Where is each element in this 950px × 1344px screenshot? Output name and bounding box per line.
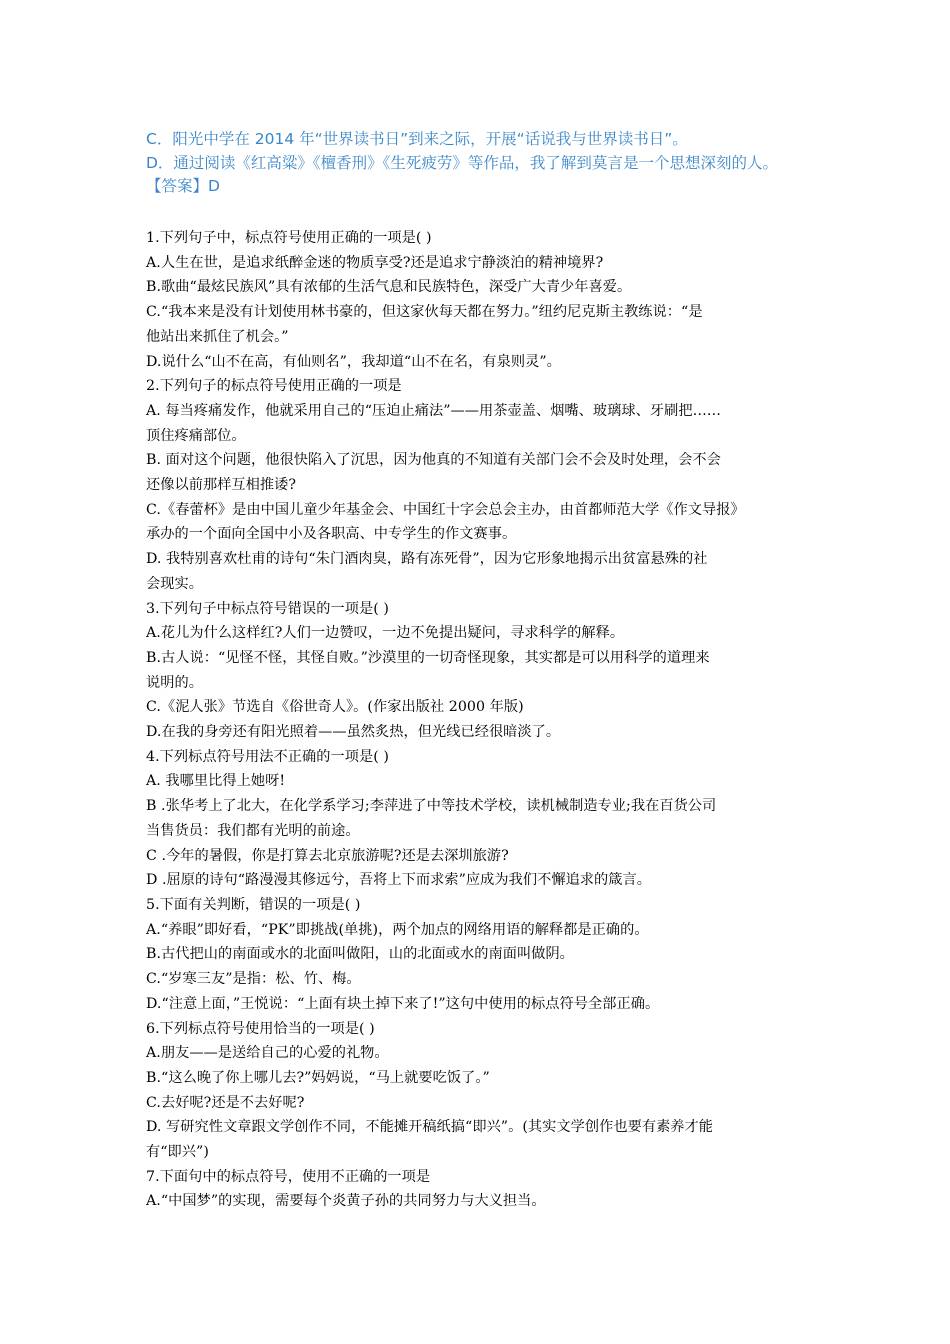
question-1-option-a: A.人生在世，是追求纸醉金迷的物质享受?还是追求宁静淡泊的精神境界? [146, 254, 604, 271]
question-6-stem: 6.下列标点符号使用恰当的一项是( ) [146, 1020, 375, 1037]
question-4-option-b-cont: 当售货员：我们都有光明的前途。 [146, 822, 360, 839]
question-2-option-c-cont: 承办的一个面向全国中小及各职高、中专学生的作文赛事。 [146, 526, 517, 543]
question-5-option-a: A.“养眼”即好看，“PK”即挑战(单挑)，两个加点的网络用语的解释都是正确的。 [146, 921, 649, 938]
question-4-option-b: B .张华考上了北大，在化学系学习;李萍进了中等技术学校，读机械制造专业;我在百货公司 [146, 798, 717, 815]
answer-block [146, 128, 846, 199]
question-1-stem: 1.下列句子中，标点符号使用正确的一项是( ) [146, 230, 432, 246]
question-2-option-a-cont: 顶住疼痛部位。 [146, 427, 246, 444]
question-4-stem: 4.下列标点符号用法不正确的一项是( ) [146, 748, 389, 765]
option-c-line: C．阳光中学在 2014 年“世界读书日”到来之际，开展“话说我与世界读书日”。 [146, 130, 688, 148]
option-d-line: D．通过阅读《红高粱》《檀香刑》《生死疲劳》等作品，我了解到莫言是一个思想深刻的人。 [146, 153, 778, 172]
question-3-option-b-cont: 说明的。 [146, 674, 203, 691]
question-2-option-d: D. 我特别喜欢杜甫的诗句“朱门酒肉臭，路有冻死骨”，因为它形象地揭示出贫富悬殊的社 [146, 551, 708, 568]
question-2-stem: 2.下列句子的标点符号使用正确的一项是 [146, 378, 402, 395]
question-7-stem: 7.下面句中的标点符号，使用不正确的一项是 [146, 1168, 431, 1185]
question-content [146, 226, 808, 1214]
question-3-option-d: D.在我的身旁还有阳光照着——虽然炙热，但光线已经很暗淡了。 [146, 724, 561, 741]
question-5-stem: 5.下面有关判断，错误的一项是( ) [146, 896, 361, 913]
question-3-option-c: C.《泥人张》节选自《俗世奇人》。(作家出版社 2000 年版) [146, 699, 524, 716]
question-2-option-c: C.《春蕾杯》是由中国儿童少年基金会、中国红十字会总会主办，由首都师范大学《作文导报》 [146, 501, 745, 518]
question-5-option-d: D.“注意上面，”王悦说：“上面有块土掉下来了!”这句中使用的标点符号全部正确。 [146, 995, 660, 1012]
question-3-option-b: B.古人说：“见怪不怪，其怪自败。”沙漠里的一切奇怪现象，其实都是可以用科学的道理来 [146, 649, 710, 666]
question-3-stem: 3.下列句子中标点符号错误的一项是( ) [146, 600, 389, 617]
question-5-option-b: B.古代把山的南面或水的北面叫做阳，山的北面或水的南面叫做阴。 [146, 946, 574, 963]
question-1-option-c: C.“我本来是没有计划使用林书豪的，但这家伙每天都在努力。”纽约尼克斯主教练说：“是 [146, 304, 703, 321]
question-6-option-d-cont: 有“即兴”) [146, 1144, 209, 1161]
question-5-option-c: C.“岁寒三友”是指：松、竹、梅。 [146, 971, 361, 988]
question-6-option-b: B.“这么晚了你上哪儿去?”妈妈说，“马上就要吃饭了。” [146, 1069, 490, 1086]
question-2-option-a: A. 每当疼痛发作，他就采用自己的“压迫止痛法”——用茶壶盖、烟嘴、玻璃球、牙刷把…… [146, 402, 722, 419]
question-1-option-c-cont: 他站出来抓住了机会。” [146, 328, 289, 345]
question-3-option-a: A.花儿为什么这样红?人们一边赞叹，一边不免提出疑问，寻求科学的解释。 [146, 625, 625, 642]
question-6-option-c: C.去好呢?还是不去好呢? [146, 1094, 305, 1111]
question-1-option-b: B.歌曲“最炫民族风”具有浓郁的生活气息和民族特色，深受广大青少年喜爱。 [146, 279, 632, 296]
question-2-option-d-cont: 会现实。 [146, 575, 203, 592]
question-4-option-c: C .今年的暑假，你是打算去北京旅游呢?还是去深圳旅游? [146, 847, 509, 864]
question-1-option-d: D.说什么“山不在高，有仙则名”，我却道“山不在名，有泉则灵”。 [146, 353, 561, 370]
question-2-option-b: B. 面对这个问题，他很快陷入了沉思，因为他真的不知道有关部门会不会及时处理，会不会 [146, 452, 721, 469]
question-2-option-b-cont: 还像以前那样互相推诿? [146, 477, 297, 494]
question-6-option-a: A.朋友——是送给自己的心爱的礼物。 [146, 1045, 389, 1062]
question-7-option-a: A.“中国梦”的实现，需要每个炎黄子孙的共同努力与大义担当。 [146, 1193, 546, 1210]
question-6-option-d: D. 写研究性文章跟文学创作不同，不能摊开稿纸搞“即兴”。(其实文学创作也要有素养才能 [146, 1119, 714, 1136]
question-4-option-d: D .屈原的诗句“路漫漫其修远兮，吾将上下而求索”应成为我们不懈追求的箴言。 [146, 872, 651, 889]
answer-line: 【答案】D [146, 177, 220, 195]
question-4-option-a: A. 我哪里比得上她呀! [146, 773, 286, 790]
